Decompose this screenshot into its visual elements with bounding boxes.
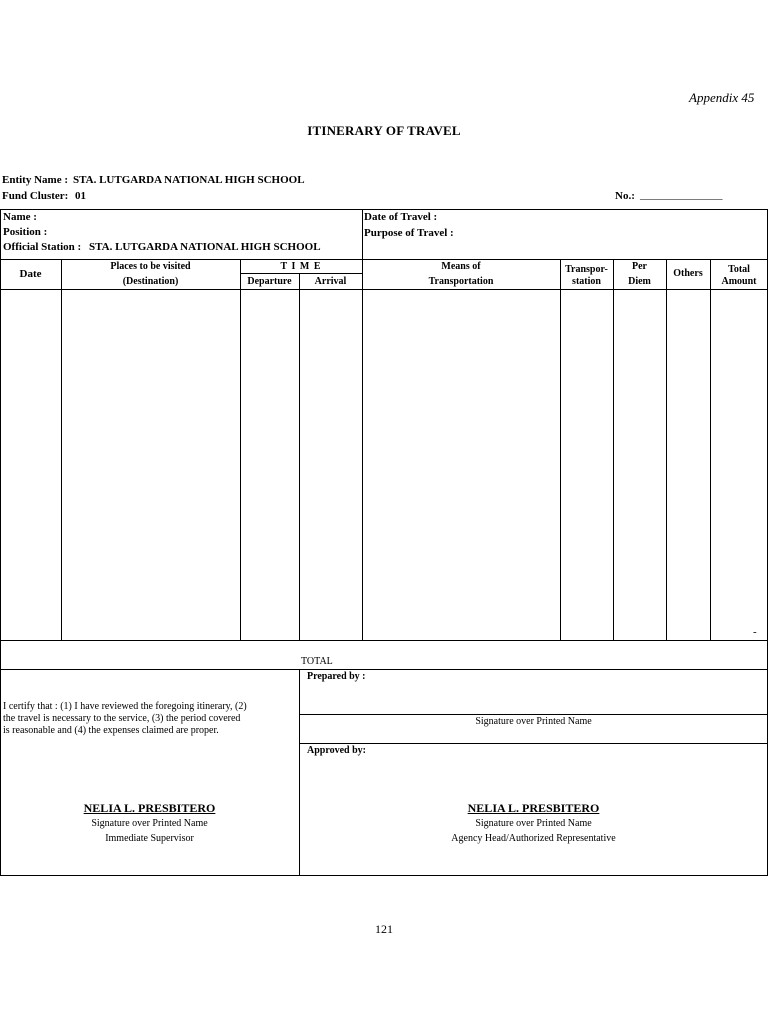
certification-line-2: the travel is necessary to the service, (3) the period covered: [3, 713, 241, 724]
supervisor-signature-block: [0, 801, 299, 845]
supervisor-role: Immediate Supervisor: [105, 833, 194, 844]
appendix-label: Appendix 45: [689, 90, 755, 105]
col-header-perdiem-line2: Diem: [628, 276, 651, 287]
col-header-arrival: Arrival: [314, 276, 347, 287]
supervisor-signature-caption: Signature over Printed Name: [91, 818, 208, 829]
total-label: TOTAL: [301, 656, 333, 667]
purpose-of-travel-label: Purpose of Travel :: [364, 227, 454, 239]
prepared-by-label: Prepared by :: [307, 671, 366, 682]
entity-name-label: Entity Name :: [2, 174, 68, 186]
supervisor-name: NELIA L. PRESBITERO: [83, 801, 216, 815]
certification-line-1: I certify that : (1) I have reviewed the foregoing itinerary, (2): [3, 701, 247, 712]
certification-text: [3, 701, 297, 737]
fund-cluster-label: Fund Cluster:: [2, 190, 69, 202]
col-header-transpo-line2: station: [572, 276, 601, 287]
official-station-label: Official Station :: [3, 241, 82, 253]
col-header-time: T I M E: [280, 261, 322, 272]
col-header-perdiem-line1: Per: [632, 261, 647, 272]
page-title: ITINERARY OF TRAVEL: [307, 123, 461, 138]
total-amount-value: -: [753, 626, 757, 638]
col-header-places-line1: Places to be visited: [110, 261, 191, 272]
prepared-signature-caption: Signature over Printed Name: [475, 716, 592, 727]
certification-line-3: is reasonable and (4) the expenses claimed are proper.: [3, 725, 219, 736]
entity-name-value: STA. LUTGARDA NATIONAL HIGH SCHOOL: [73, 174, 305, 186]
approved-by-label: Approved by:: [307, 745, 366, 756]
official-station-value: STA. LUTGARDA NATIONAL HIGH SCHOOL: [89, 241, 321, 253]
col-header-others: Others: [673, 268, 703, 279]
col-header-means-line1: Means of: [441, 261, 481, 272]
date-of-travel-label: Date of Travel :: [364, 211, 438, 223]
col-header-date: Date: [19, 268, 42, 280]
col-header-transpo-line1: Transpor-: [565, 264, 608, 275]
fund-cluster-value: 01: [75, 190, 86, 202]
col-header-departure: Departure: [247, 276, 292, 287]
position-label: Position :: [3, 226, 48, 238]
agency-head-signature-block: [299, 801, 768, 845]
col-header-total-line2: Amount: [721, 276, 757, 287]
name-label: Name :: [3, 211, 37, 223]
no-label: No.:: [615, 190, 635, 202]
no-field: _______________: [640, 189, 723, 201]
col-header-total-line1: Total: [728, 264, 750, 275]
col-header-places-line2: (Destination): [122, 276, 179, 287]
page-number: 121: [375, 922, 393, 936]
agency-head-name: NELIA L. PRESBITERO: [467, 801, 600, 815]
agency-head-signature-caption: Signature over Printed Name: [475, 818, 592, 829]
agency-head-role: Agency Head/Authorized Representative: [451, 833, 616, 844]
col-header-means-line2: Transportation: [428, 276, 494, 287]
